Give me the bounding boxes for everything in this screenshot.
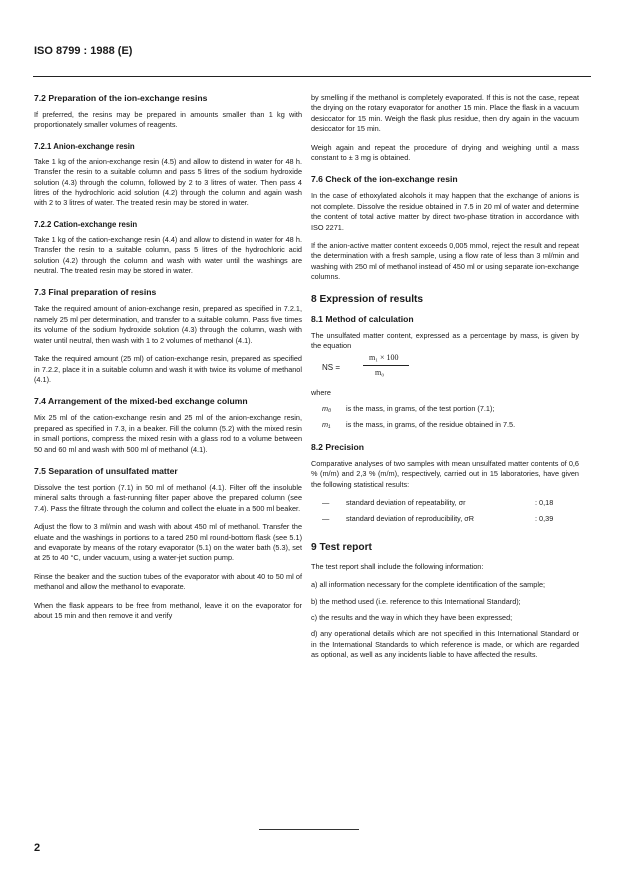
section-7-5-text-1: Dissolve the test portion (7.1) in 50 ml of methanol (4.1). Filter off the insoluble mineral salts through a fast-running filter paper above the prepared column (see 7.4). Pass the filtrate through the column and collect the eluate in a 500 ml beaker. <box>34 482 302 513</box>
stat-dash: — <box>322 497 330 507</box>
equation-numerator: m₁ × 100 <box>369 352 399 362</box>
stat-row <box>311 514 579 524</box>
section-7-2-1-title: 7.2.1 Anion-exchange resin <box>34 141 135 151</box>
header-rule <box>33 76 591 77</box>
section-7-4-text: Mix 25 ml of the cation-exchange resin and 25 ml of the anion-exchange resin, prepared as specified in 7.3, in a beaker. Fill the column (5.2) with the mixed resin in small portions, compress the mixed resin with a glass rod to a volume between 50 and 60 ml and wash with 500 ml of methanol (4.1). <box>34 413 302 454</box>
section-7-6-text-2: If the anion-active matter content exceeds 0,005 mmol, reject the result and repeat the determination with a fresh sample, using a flow rate of less than 3 ml/min and washing with 250 ml of methanol instead of 450 ml or using separate ion-exchange columns. <box>311 241 579 282</box>
stat-label: standard deviation of repeatability, σr <box>346 497 466 507</box>
stat-value: : 0,39 <box>535 514 554 524</box>
where-symbol: m₀ <box>322 403 332 413</box>
fraction-bar <box>363 365 409 366</box>
stat-dash: — <box>322 514 330 524</box>
report-item-c: c) the results and the way in which they have been expressed; <box>311 612 513 622</box>
section-7-3-text-1: Take the required amount of anion-exchange resin, prepared as specified in 7.2.1, namely 25 ml per determination, and transfer to a suitable column. Pass five times its volume of the sodium hydroxide solution (4.3) through the column, wash with water until neutral, then wash with 1 to 2 volumes of methanol (4.1). <box>34 304 302 345</box>
section-9-title: 9 Test report <box>311 541 372 553</box>
section-7-2-1-text: Take 1 kg of the anion-exchange resin (4.5) and allow to distend in water for 48 h. Transfer the resin to a suitable column and pass 5 litres of the sodium hydroxide solution (4.3) through the column, followed by 2 to 3 litres of water. Then pass 4 litres of the hydrochloric acid solution (4.2) through the column and again wash with 2 to 3 litres of water. The treated resin may be stored in water. <box>34 156 302 208</box>
section-7-5-text-2: Adjust the flow to 3 ml/min and wash with about 450 ml of methanol. Transfer the eluate and the washings in portions to a tared 250 ml round-bottom flask (see 5.1) and evaporate by means of the rotary evaporator (5.1) on the water bath (5.3), set at 25 to 40 °C, under vacuum, using a water-jet suction pump. <box>34 522 302 563</box>
section-7-2-2-title: 7.2.2 Cation-exchange resin <box>34 219 138 229</box>
section-7-6-text-1: In the case of ethoxylated alcohols it may happen that the exchange of anions is not complete. Dissolve the residue obtained in 7.5 in 20 ml of water and determine the content of total active matter by direct two-phase titration in accordance with ISO 2271. <box>311 191 579 232</box>
section-7-5-title: 7.5 Separation of unsulfated matter <box>34 465 178 476</box>
section-7-2-2-text: Take 1 kg of the cation-exchange resin (4.4) and allow to distend in water for 48 h. Transfer the resin to a suitable column, pass 5 litres of the hydrochloric acid solution (4.2) through the column and wash with water until the washings are neutral. The treated resin may be stored in water. <box>34 234 302 276</box>
section-8-1-text: The unsulfated matter content, expressed as a percentage by mass, is given by the equation <box>311 330 579 351</box>
continued-text-1: by smelling if the methanol is completely evaporated. If this is not the case, repeat the drying on the rotary evaporator for another 15 min. Place the flask in a vacuum desiccator for 15 min. Weigh the flask plus residue, then dry again in the vacuum desiccator for 15 min. <box>311 93 579 134</box>
section-7-2-text: If preferred, the resins may be prepared in amounts smaller than 1 kg with proportionately smaller volumes of reagents. <box>34 110 302 130</box>
stat-row <box>311 498 579 508</box>
report-item-b: b) the method used (i.e. reference to this International Standard); <box>311 596 521 606</box>
where-item <box>311 420 579 430</box>
section-7-3-title: 7.3 Final preparation of resins <box>34 287 157 298</box>
report-item-d: d) any operational details which are not specified in this International Standard or in the International Standards to which reference is made, or which are regarded as optional, as well as any incidents liable to have affected the results. <box>311 629 579 660</box>
right-column <box>311 93 579 667</box>
section-9-text: The test report shall include the following information: <box>311 561 484 571</box>
continued-text-2: Weigh again and repeat the procedure of drying and weighing until a mass constant to ± 3 mg is obtained. <box>311 142 579 163</box>
equation-denominator: m₀ <box>375 367 385 377</box>
footer-rule <box>259 829 359 830</box>
report-item-a: a) all information necessary for the complete identification of the sample; <box>311 580 546 590</box>
where-description: is the mass, in grams, of the test portion (7.1); <box>346 403 495 413</box>
left-column <box>34 93 302 621</box>
section-7-5-text-3: Rinse the beaker and the suction tubes of the evaporator with about 40 to 50 ml of methanol and allow the methanol to evaporate. <box>34 571 302 592</box>
section-7-6-title: 7.6 Check of the ion-exchange resin <box>311 174 458 185</box>
where-description: is the mass, in grams, of the residue obtained in 7.5. <box>346 420 516 430</box>
section-7-3-text-2: Take the required amount (25 ml) of cation-exchange resin, prepared as specified in 7.2.2, place it in a suitable column and wash it with twice its volume of methanol (4.1). <box>34 354 302 384</box>
where-label: where <box>311 387 331 397</box>
stat-value: : 0,18 <box>535 497 554 507</box>
section-8-2-text: Comparative analyses of two samples with mean unsulfated matter contents of 0,6 % (m/m) and 2,3 % (m/m), respectively, carried out in 15 laboratories, have given the following statistical results: <box>311 458 579 489</box>
equation <box>311 352 579 388</box>
where-item <box>311 404 579 414</box>
section-8-title: 8 Expression of results <box>311 293 424 305</box>
stat-label: standard deviation of reproducibility, σR <box>346 514 475 524</box>
equation-lhs: NS = <box>322 362 341 372</box>
section-8-2-title: 8.2 Precision <box>311 441 365 452</box>
where-symbol: m₁ <box>322 420 331 430</box>
page-number: 2 <box>34 842 41 854</box>
section-7-5-text-4: When the flask appears to be free from methanol, leave it on the evaporator for about 15 min and then remove it and verify <box>34 600 302 620</box>
standard-header: ISO 8799 : 1988 (E) <box>34 45 133 57</box>
section-7-2-title: 7.2 Preparation of the ion-exchange resins <box>34 93 208 103</box>
section-8-1-title: 8.1 Method of calculation <box>311 313 414 324</box>
section-7-4-title: 7.4 Arrangement of the mixed-bed exchange column <box>34 396 248 407</box>
